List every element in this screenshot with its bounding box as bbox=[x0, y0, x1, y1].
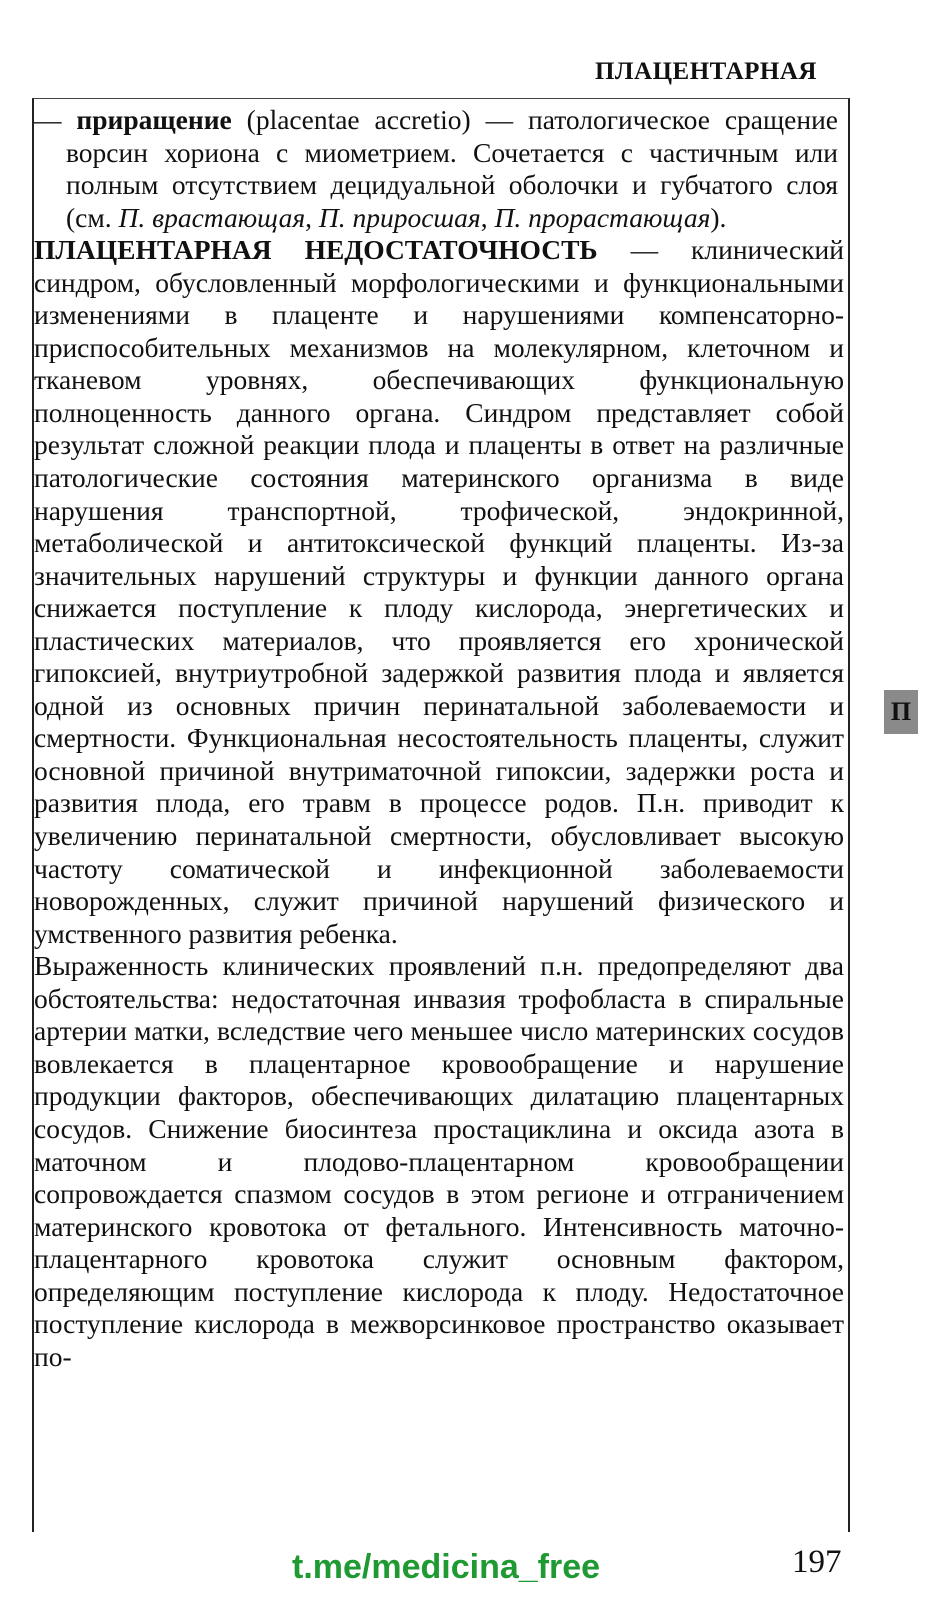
sub-entry-end: ). bbox=[710, 201, 727, 233]
cross-reference: П. приросшая bbox=[318, 201, 481, 233]
cross-reference: П. прорастающая bbox=[494, 201, 711, 233]
sub-entry-term: приращение bbox=[76, 104, 232, 135]
cross-reference: П. врастающая bbox=[118, 201, 306, 233]
sub-entry-dash: — bbox=[34, 104, 77, 135]
reference-separator: , bbox=[305, 201, 319, 233]
entry-continuation: Выраженность клинических проявлений п.н. предопределяют два обстоятельства: недостаточная инвазия трофобласта в спиральные артерии матки, вследствие чего меньшее число материнских сосудов вовлекается в плацентарное кровообращение и нарушение продукции факторов, обеспечивающих дилатацию плацентарных сосудов. Снижение биосинтеза простациклина и оксида азота в маточном и плодово-плацентарном кровообращении сопровождается спазмом сосудов в этом регионе и отграничением материнского кровотока от фетального. Интенсивность маточно-плацентарного кровотока служит основным фактором, определяющим поступление кислорода к плоду. Недостаточное поступление кислорода в межворсинковое пространство оказывает по- bbox=[34, 950, 844, 1372]
reference-separator: , bbox=[480, 201, 495, 233]
telegram-link[interactable]: t.me/medicina_free bbox=[292, 1548, 601, 1586]
page-number: 197 bbox=[792, 1544, 842, 1580]
sub-entry-text: (placentae accretio) — патологическое сращение ворсин хориона с миометрием. Сочетается с частичным или полным отсутствием децидуальной оболочки и губчатого слоя (см. bbox=[66, 104, 838, 233]
entry-headword: ПЛАЦЕНТАРНАЯ НЕДОСТАТОЧНОСТЬ bbox=[34, 234, 598, 266]
entry-paragraph bbox=[34, 950, 844, 1373]
sub-entry bbox=[34, 104, 844, 234]
letter-thumb-tab: П bbox=[884, 690, 918, 734]
body-text bbox=[34, 104, 844, 1373]
entry-paragraph bbox=[34, 234, 844, 950]
entry-definition: — клинический синдром, обусловленный морфологическими и функциональными изменениями в плаценте и нарушениями компенсаторно-приспособительных механизмов на молекулярном, клеточном и тканевом уровнях, обеспечивающих функциональную полноценность данного органа. Синдром представляет собой результат сложной реакции плода и плаценты в ответ на различные патологические состояния материнского организма в виде нарушения транспортной, трофической, эндокринной, метаболической и антитоксической функций плаценты. Из-за значительных нарушений структуры и функции данного органа снижается поступление к плоду кислорода, энергетических и пластических материалов, что проявляется его хронической гипоксией, внутриутробной задержкой развития плода и является одной из основных причин перинатальной заболеваемости и смертности. Функциональная несостоятельность плаценты, служит основной причиной внутриматочной гипоксии, задержки роста и развития плода, его травм в процессе родов. П.н. приводит к увеличению перинатальной смертности, обусловливает высокую частоту соматической и инфекционной заболеваемости новорожденных, служит причиной нарушений физического и умственного развития ребенка. bbox=[34, 234, 844, 949]
running-head: ПЛАЦЕНТАРНАЯ bbox=[594, 58, 817, 85]
